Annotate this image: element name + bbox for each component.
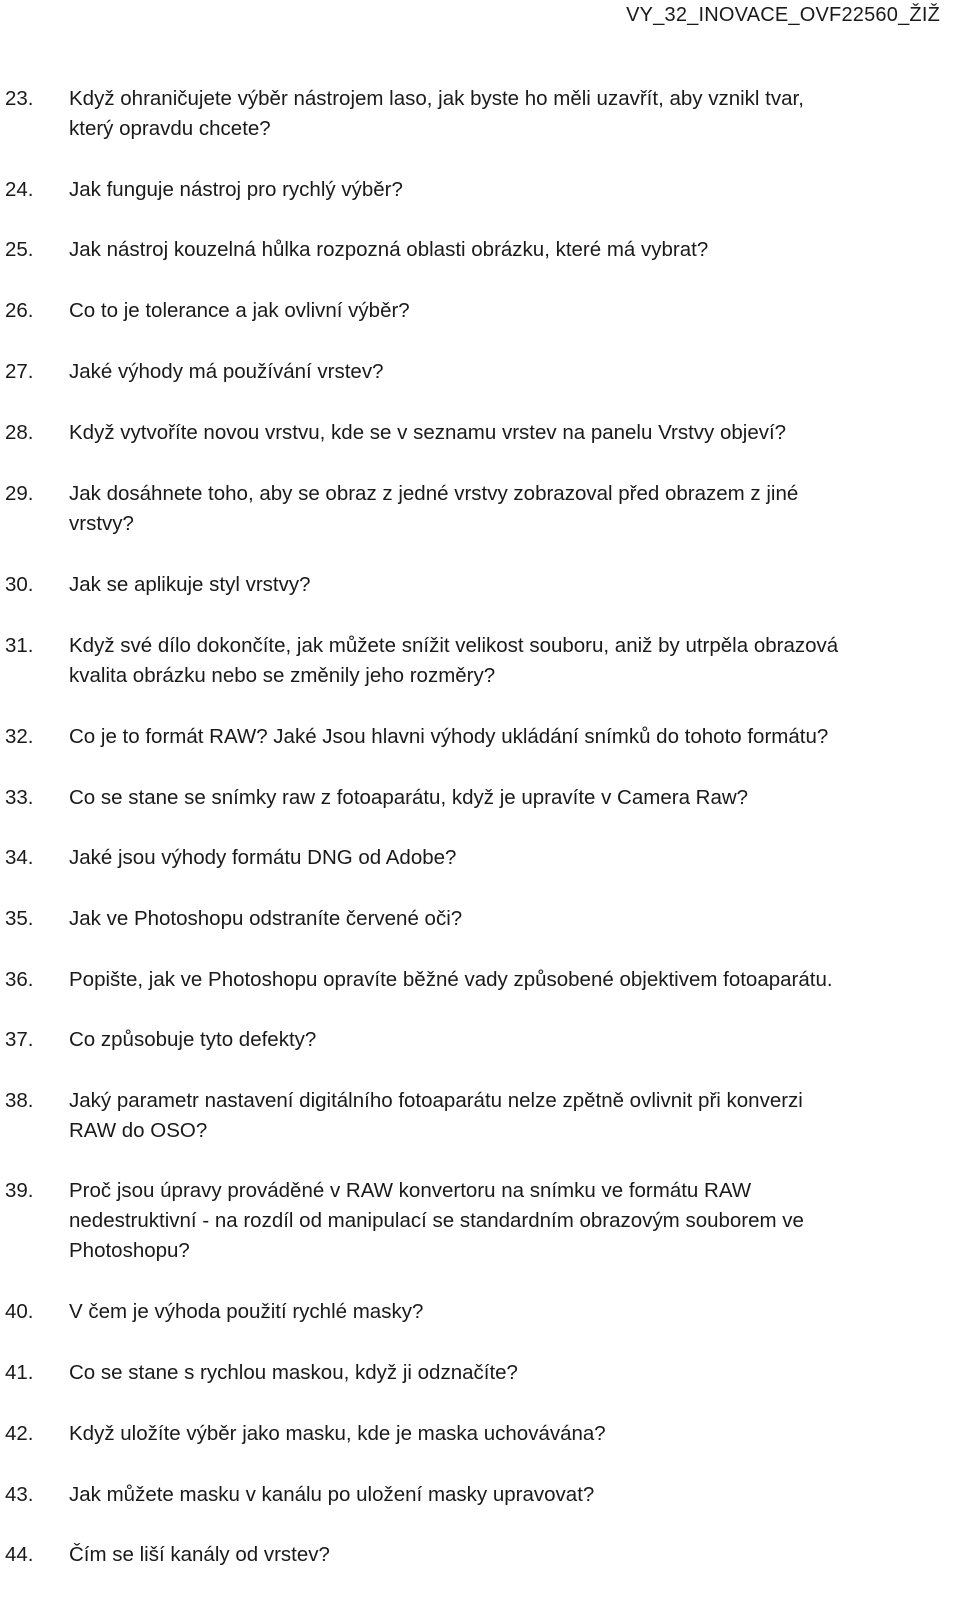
question-text: Co se stane s rychlou maskou, když ji odznačíte? xyxy=(69,1361,518,1384)
question-text: Když své dílo dokončíte, jak můžete snížit velikost souboru, aniž by utrpěla obrazová kvalita obrázku nebo se změnily jeho rozměry? xyxy=(69,634,839,687)
question-text: Co se stane se snímky raw z fotoaparátu, když je upravíte v Camera Raw? xyxy=(69,786,749,809)
question-text: Jaké jsou výhody formátu DNG od Adobe? xyxy=(69,846,457,869)
question-number: 42. xyxy=(5,1422,34,1445)
question-number: 33. xyxy=(5,786,34,809)
question-number: 31. xyxy=(5,634,34,657)
question-number: 39. xyxy=(5,1179,34,1202)
question-number: 44. xyxy=(5,1543,34,1566)
question-text: Jak ve Photoshopu odstraníte červené oči? xyxy=(69,907,463,930)
question-text: Jak můžete masku v kanálu po uložení masky upravovat? xyxy=(69,1483,595,1506)
document-code: VY_32_INOVACE_OVF22560_ŽIŽ xyxy=(626,4,940,26)
question-text: Jak dosáhnete toho, aby se obraz z jedné vrstvy zobrazoval před obrazem z jiné vrstvy? xyxy=(69,482,799,535)
question-number: 27. xyxy=(5,360,34,383)
question-number: 32. xyxy=(5,725,34,748)
question-number: 36. xyxy=(5,968,34,991)
question-text: Jaké výhody má používání vrstev? xyxy=(69,360,384,383)
question-text: Jak se aplikuje styl vrstvy? xyxy=(69,573,311,596)
question-text: Jaký parametr nastavení digitálního fotoaparátu nelze zpětně ovlivnit při konverzi RAW do OSO? xyxy=(69,1089,803,1142)
question-number: 25. xyxy=(5,238,34,261)
question-text: Když vytvoříte novou vrstvu, kde se v seznamu vrstev na panelu Vrstvy objeví? xyxy=(69,421,787,444)
question-number: 43. xyxy=(5,1483,34,1506)
question-number: 26. xyxy=(5,299,34,322)
question-text: Čím se liší kanály od vrstev? xyxy=(69,1543,330,1566)
question-text: V čem je výhoda použití rychlé masky? xyxy=(69,1300,424,1323)
question-number: 24. xyxy=(5,178,34,201)
question-number: 23. xyxy=(5,87,34,110)
question-number: 38. xyxy=(5,1089,34,1112)
question-text: Když uložíte výběr jako masku, kde je maska uchovávána? xyxy=(69,1422,606,1445)
question-text: Co to je tolerance a jak ovlivní výběr? xyxy=(69,299,410,322)
question-number: 34. xyxy=(5,846,34,869)
question-text: Když ohraničujete výběr nástrojem laso, jak byste ho měli uzavřít, aby vznikl tvar, který opravdu chcete? xyxy=(69,87,804,140)
question-number: 29. xyxy=(5,482,34,505)
question-number: 30. xyxy=(5,573,34,596)
question-text: Proč jsou úpravy prováděné v RAW konvertoru na snímku ve formátu RAW nedestruktivní - na rozdíl od manipulací se standardním obrazovým souborem ve Photoshopu? xyxy=(69,1179,804,1262)
question-number: 37. xyxy=(5,1028,34,1051)
question-number: 40. xyxy=(5,1300,34,1323)
question-text: Co způsobuje tyto defekty? xyxy=(69,1028,317,1051)
question-text: Jak funguje nástroj pro rychlý výběr? xyxy=(69,178,403,201)
question-text: Jak nástroj kouzelná hůlka rozpozná oblasti obrázku, které má vybrat? xyxy=(69,238,709,261)
question-text: Co je to formát RAW? Jaké Jsou hlavni výhody ukládání snímků do tohoto formátu? xyxy=(69,725,829,748)
question-text: Popište, jak ve Photoshopu opravíte běžné vady způsobené objektivem fotoaparátu. xyxy=(69,968,833,991)
question-number: 35. xyxy=(5,907,34,930)
question-number: 28. xyxy=(5,421,34,444)
question-number: 41. xyxy=(5,1361,34,1384)
